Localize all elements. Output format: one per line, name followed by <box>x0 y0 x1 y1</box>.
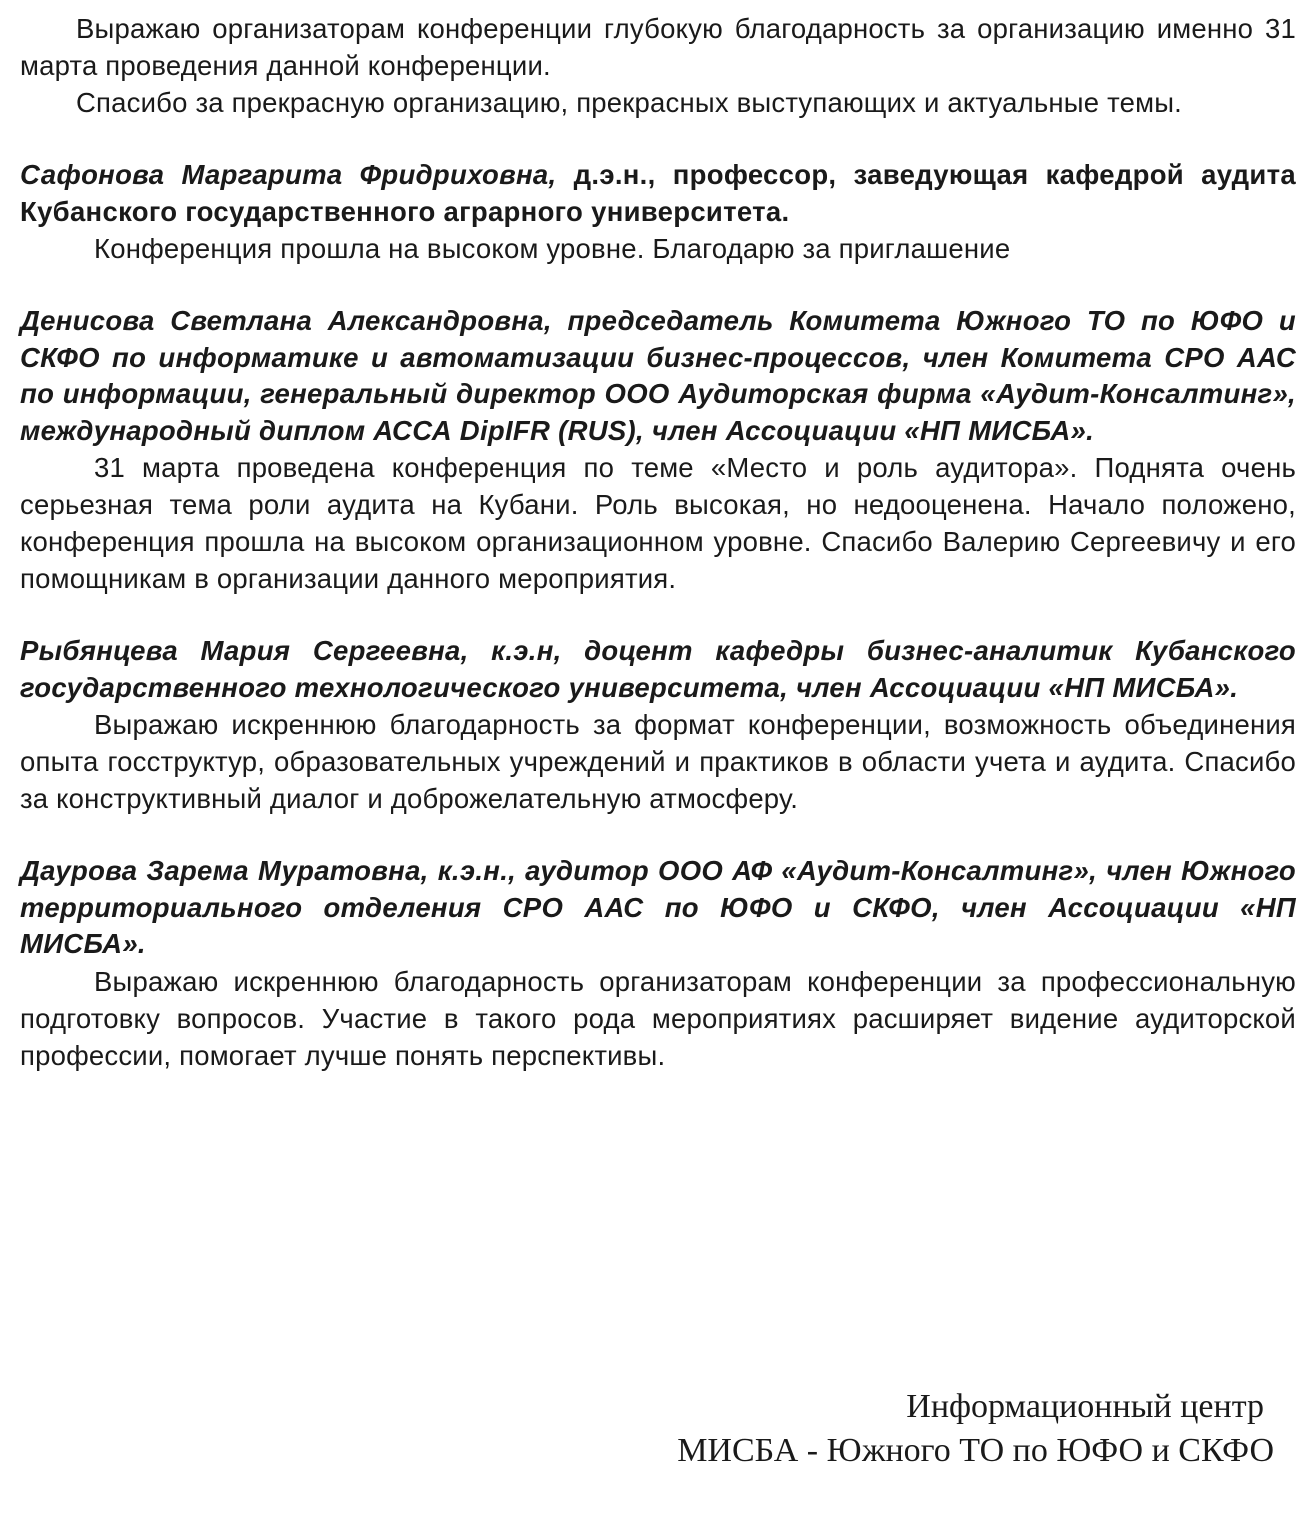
review-text: 31 марта проведена конференция по теме «Место и роль аудитора». Поднята очень серьезная тема роли аудита на Кубани. Роль высокая, но недооценена. Начало положено, конференция прошла на высоком организационном уровне. Спасибо Валерию Сергеевичу и его помощникам в организации данного мероприятия. <box>20 452 1296 594</box>
review-text: Выражаю искреннюю благодарность организаторам конференции за профессиональную подготовку вопросов. Участие в такого рода мероприятиях расширяет видение аудиторской профессии, помогает лучше понять перспективы. <box>20 965 1296 1071</box>
intro-paragraph-1: Выражаю организаторам конференции глубокую благодарность за организацию именно 31 марта проведения данной конференции. <box>20 13 1296 81</box>
review-text: Конференция прошла на высоком уровне. Благодарю за приглашение <box>94 233 1011 264</box>
spacer <box>20 817 1296 853</box>
review-author-heading: Даурова Зарема Муратовна, к.э.н., аудитор ООО АФ «Аудит-Консалтинг», член Южного территориального отделения СРО ААС по ЮФО и СКФО, член Ассоциации «НП МИСБА». <box>20 855 1296 959</box>
spacer <box>20 267 1296 303</box>
review-author-title: д.э.н., профессор, заведующая кафедрой аудита Кубанского государственного аграрного университета. <box>20 159 1296 227</box>
signature-line-2: МИСБА - Южного ТО по ЮФО и СКФО <box>677 1432 1274 1469</box>
review-author-name: Сафонова Маргарита Фридриховна, <box>20 159 557 190</box>
signature-block <box>677 1385 1274 1473</box>
review-author-heading: Денисова Светлана Александровна, председатель Комитета Южного ТО по ЮФО и СКФО по информатике и автоматизации бизнес-процессов, член Комитета СРО ААС по информации, генеральный директор ООО Аудиторская фирма «Аудит-Консалтинг», международный диплом АССА DipIFR (RUS), член Ассоциации «НП МИСБА». <box>20 305 1296 446</box>
document-body <box>20 10 1296 1074</box>
review-author-heading <box>20 157 1296 230</box>
spacer <box>20 597 1296 633</box>
review-text: Выражаю искреннюю благодарность за формат конференции, возможность объединения опыта госструктур, образовательных учреждений и практиков в области учета и аудита. Спасибо за конструктивный диалог и доброжелательную атмосферу. <box>20 709 1296 814</box>
spacer <box>20 121 1296 157</box>
signature-line-1: Информационный центр <box>906 1388 1264 1425</box>
review-author-heading: Рыбянцева Мария Сергеевна, к.э.н, доцент кафедры бизнес-аналитик Кубанского государственного технологического университета, член Ассоциации «НП МИСБА». <box>20 635 1296 703</box>
intro-paragraph-2: Спасибо за прекрасную организацию, прекрасных выступающих и актуальные темы. <box>76 87 1183 118</box>
